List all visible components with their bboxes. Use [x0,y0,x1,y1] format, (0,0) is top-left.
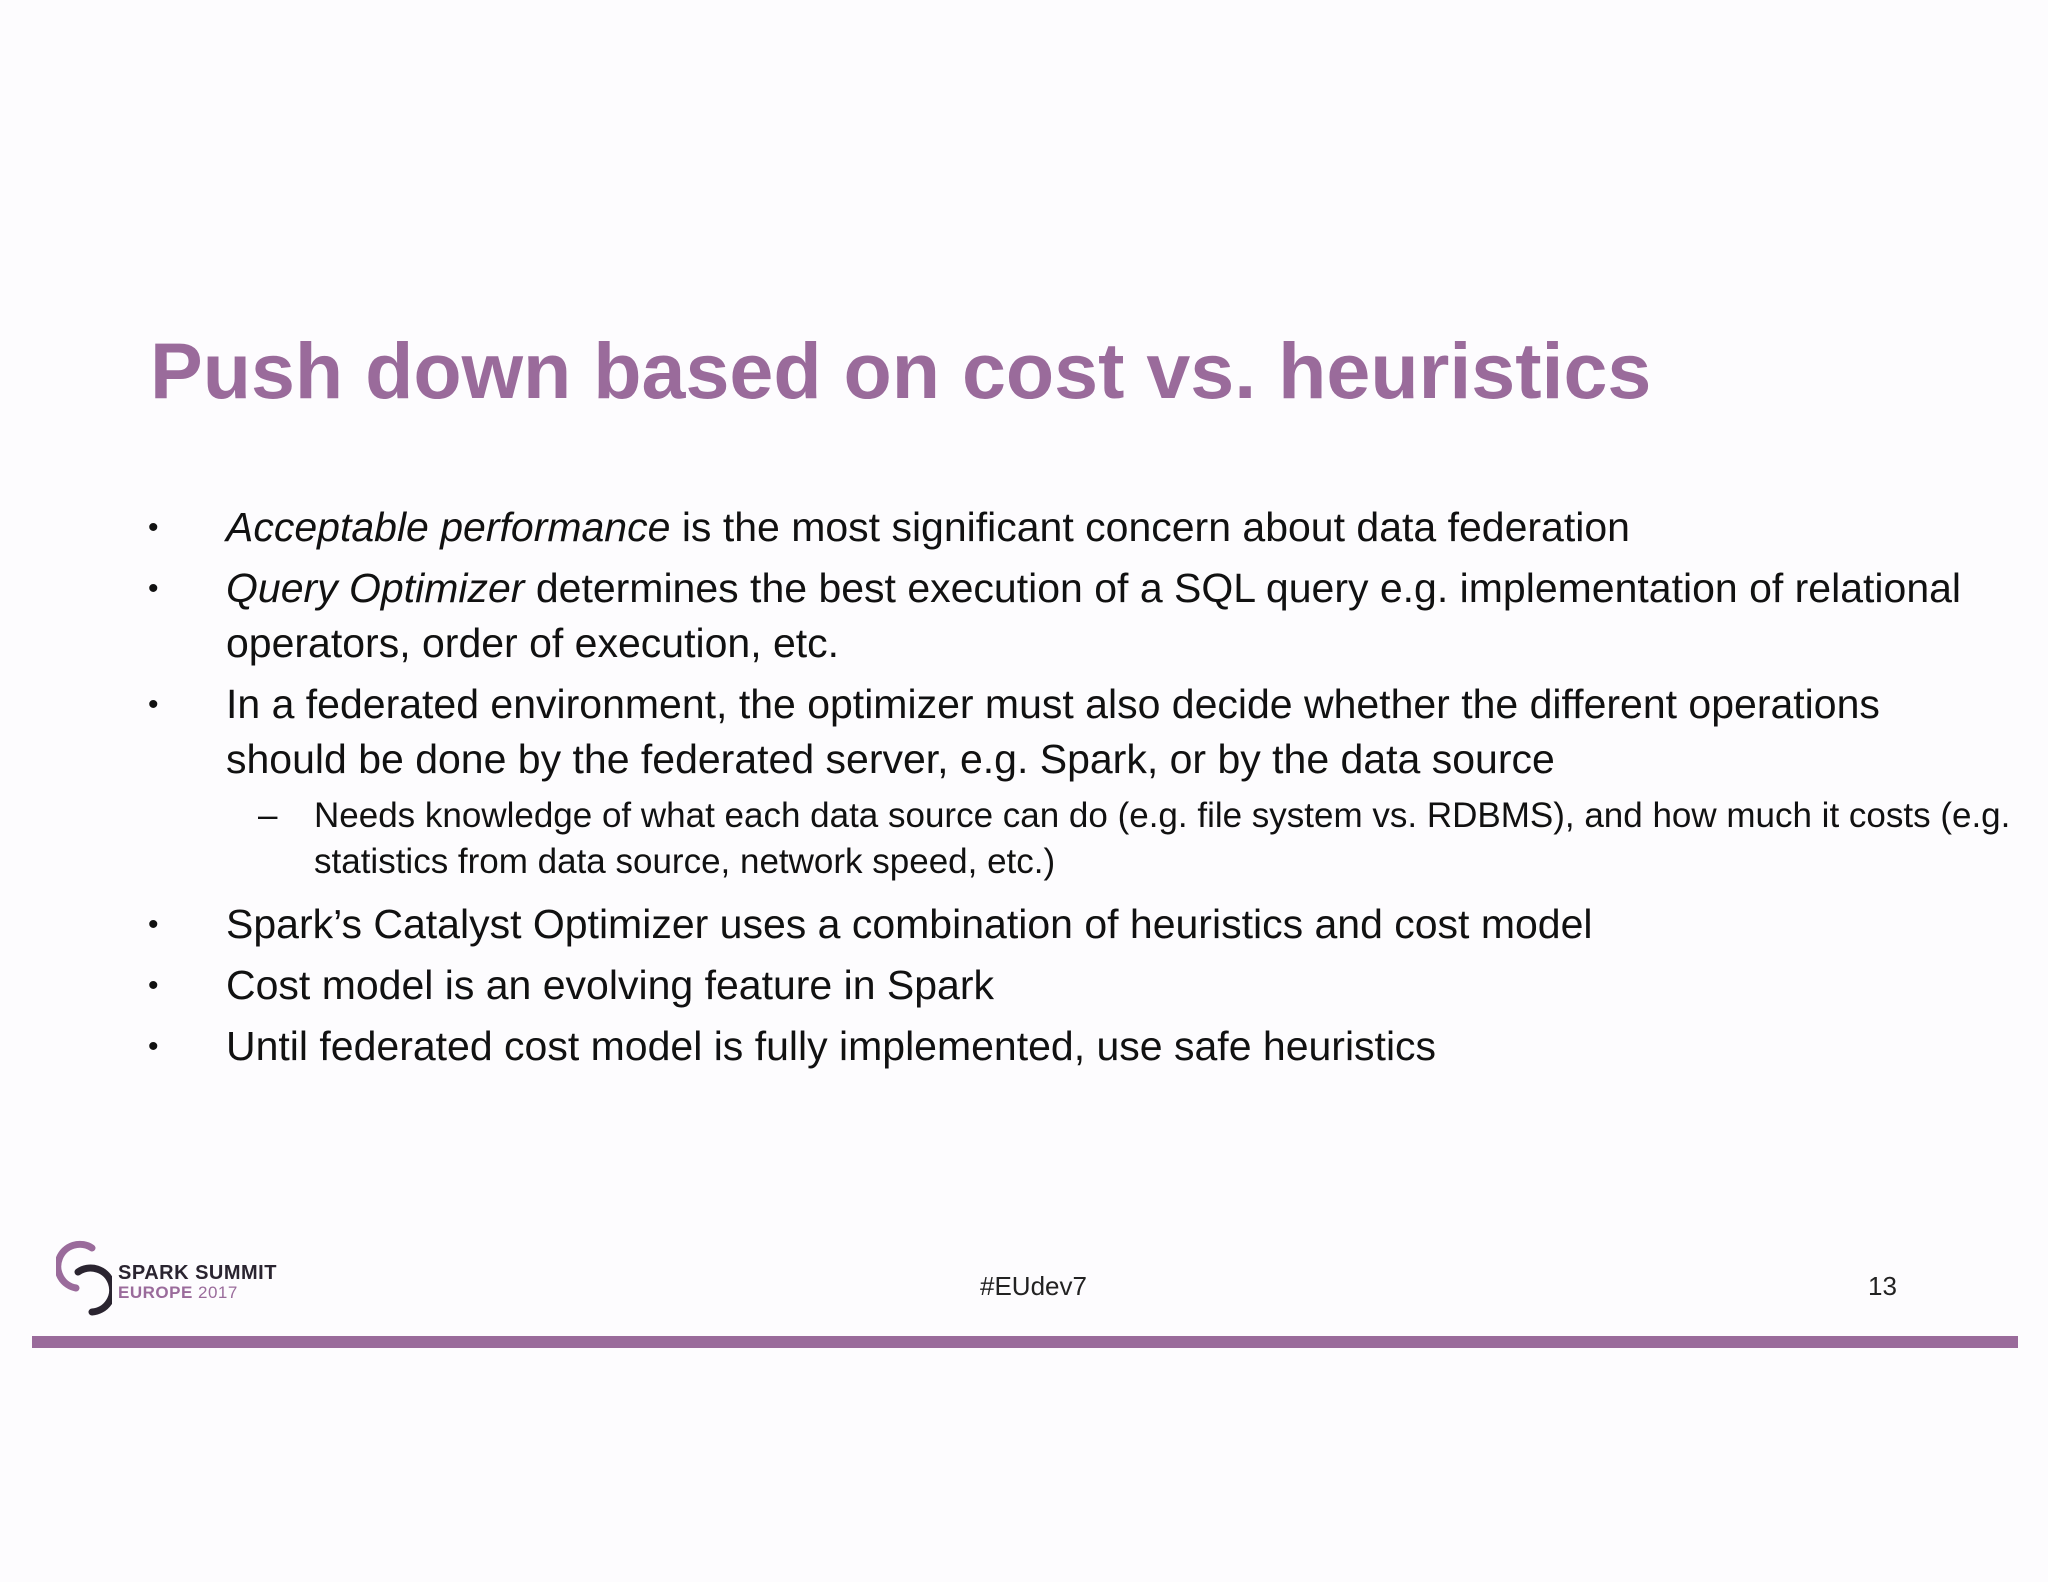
bullet-list [148,500,2011,1080]
logo-subtitle-year: 2017 [192,1283,238,1302]
event-hashtag: #EUdev7 [980,1271,1087,1301]
slide-title: Push down based on cost vs. heuristics [150,326,1652,415]
bullet-item [148,958,1998,1013]
bullet-text: Until federated cost model is fully implemented, use safe heuristics [226,1023,1437,1069]
spark-summit-logo [56,1238,296,1324]
bullet-item [148,1019,1998,1074]
logo-subtitle-region: EUROPE [118,1283,193,1302]
bullet-text: Spark’s Catalyst Optimizer uses a combination of heuristics and cost model [226,901,1593,947]
bullet-marker: • [148,572,159,605]
sub-bullet-marker: – [258,796,278,835]
bullet-marker: • [148,511,159,544]
bullet-marker: • [148,908,159,941]
bullet-text: Cost model is an evolving feature in Spark [226,962,995,1008]
bullet-marker: • [148,969,159,1002]
sub-bullet-text: Needs knowledge of what each data source can do (e.g. file system vs. RDBMS), and how much it costs (e.g. statistics from data source, network speed, etc.) [314,796,2011,881]
spark-logo-icon [56,1238,112,1324]
logo-title: SPARK SUMMIT [118,1262,277,1284]
bullet-marker: • [148,688,159,721]
bullet-marker: • [148,1030,159,1063]
bullet-emphasis: Query Optimizer [226,565,525,611]
sub-bullet-item [148,793,2014,885]
bullet-item [148,677,1998,787]
bullet-item [148,897,1998,952]
bullet-item [148,561,1998,671]
bullet-text: In a federated environment, the optimizer must also decide whether the different operations should be done by the federated server, e.g. Spark, or by the data source [226,681,1880,782]
bullet-text: determines the best execution of a SQL query e.g. implementation of relational operators, order of execution, etc. [226,565,1962,666]
page-number: 13 [1868,1271,1897,1301]
logo-subtitle [118,1283,238,1303]
bullet-emphasis: Acceptable performance [226,504,671,550]
footer-divider-bar [32,1336,2018,1348]
bullet-text: is the most significant concern about data federation [670,504,1630,550]
bullet-item [148,500,1998,555]
